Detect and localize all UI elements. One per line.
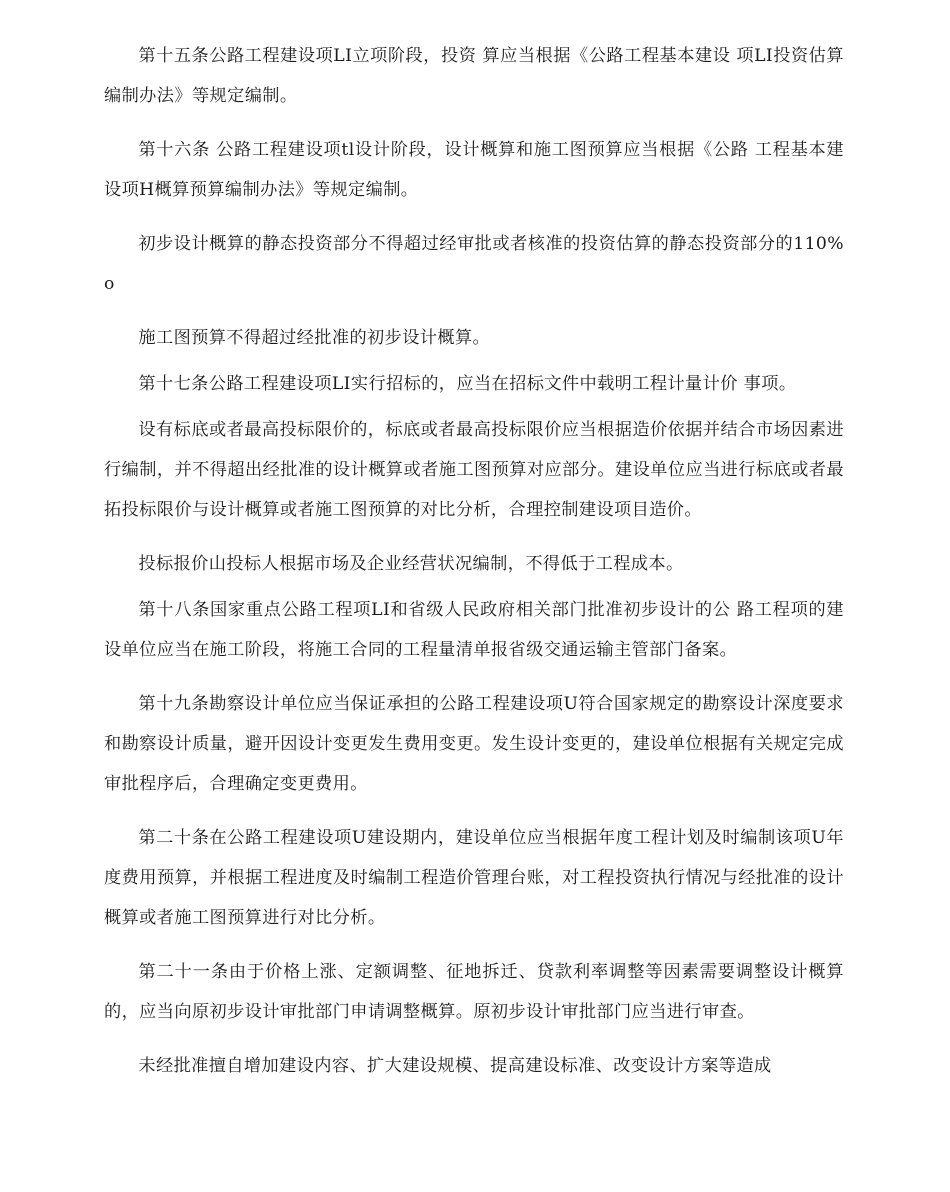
article-16-paragraph: 第十六条 公路工程建设项tl设计阶段，设计概算和施工图预算应当根据《公路 工程基本建设项H概算预算编制办法》等规定编制。 [104,140,844,200]
article-18-paragraph: 第十八条国家重点公路工程项LI和省级人民政府相关部门批准初步设计的公 路工程项的建设单位应当在施工阶段，将施工合同的工程量清单报省级交通运输主管部门备案。 [104,600,844,660]
article-15-paragraph: 第十五条公路工程建设项LI立项阶段，投资 算应当根据《公路工程基本建设 项LI投资估算编制办法》等规定编制。 [104,46,844,106]
article-21-paragraph: 第二十一条由于价格上涨、定额调整、征地拆迁、贷款利率调整等因素需要调整设计概算的，应当向原初步设计审批部门申请调整概算。原初步设计审批部门应当进行审查。 [104,962,844,1022]
design-estimate-limit-paragraph: 初步设计概算的静态投资部分不得超过经审批或者核准的投资估算的静态投资部分的110%o [104,234,844,294]
document-page [104,36,844,1100]
bid-ceiling-paragraph: 设有标底或者最高投标限价的，标底或者最高投标限价应当根据造价依据并结合市场因素进行编制，并不得超出经批准的设计概算或者施工图预算对应部分。建设单位应当进行标底或者最拓投标限价与设计概算或者施工图预算的对比分析，合理控制建设项目造价。 [104,420,844,520]
article-17-paragraph: 第十七条公路工程建设项LI实行招标的，应当在招标文件中载明工程计量计价 事项。 [138,374,797,394]
article-19-paragraph: 第十九条勘察设计单位应当保证承担的公路工程建设项U符合国家规定的勘察设计深度要求和勘察设计质量，避开因设计变更发生费用变更。发生设计变更的，建设单位根据有关规定完成审批程序后，合理确定变更费用。 [104,694,844,794]
unapproved-changes-paragraph: 未经批准擅自增加建设内容、扩大建设规模、提高建设标准、改变设计方案等造成 [138,1056,772,1076]
construction-budget-limit-paragraph: 施工图预算不得超过经批准的初步设计概算。 [138,328,491,348]
article-20-paragraph: 第二十条在公路工程建设项U建设期内，建设单位应当根据年度工程计划及时编制该项U年度费用预算，并根据工程进度及时编制工程造价管理台账，对工程投资执行情况与经批准的设计概算或者施工图预算进行对比分析。 [104,828,844,928]
bid-quotation-paragraph: 投标报价山投标人根据市场及企业经营状况编制，不得低于工程成本。 [138,554,684,574]
